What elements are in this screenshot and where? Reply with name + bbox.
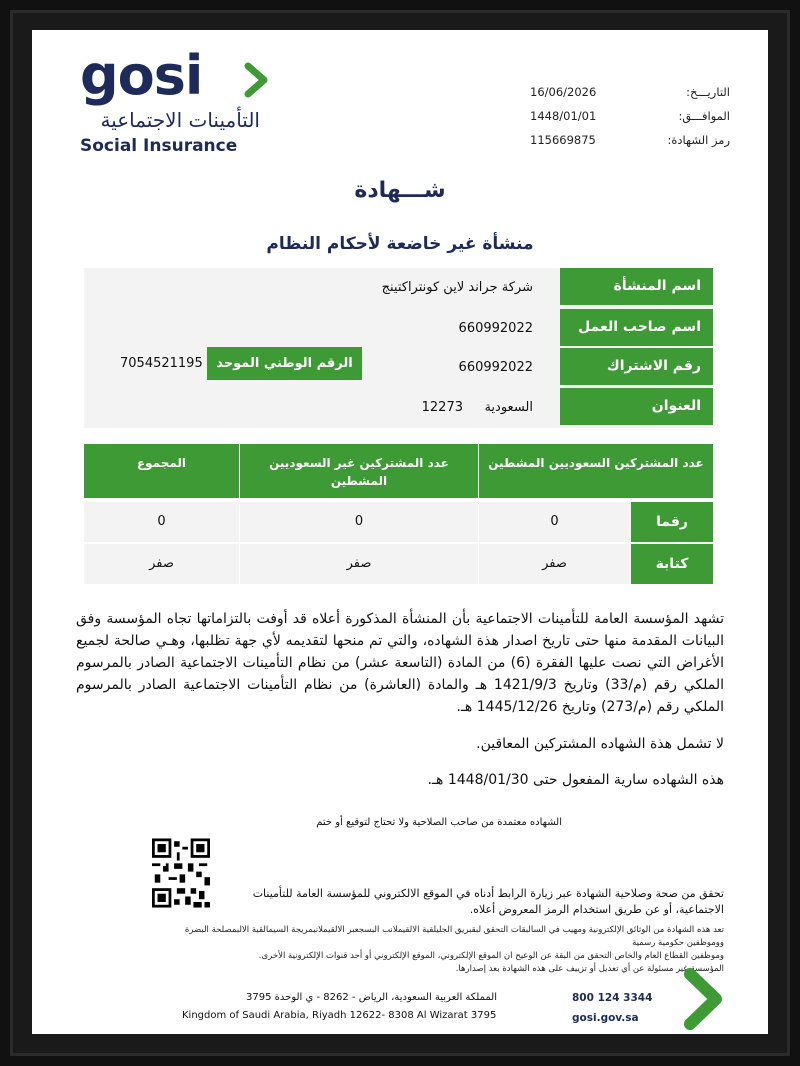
establishment-info: [84, 268, 713, 428]
header-saudi-text: عدد المشتركين السعوديين المشطين: [488, 456, 704, 470]
unified-id-label: الرقم الوطني الموحد: [207, 347, 362, 380]
cell-non-saudi-words: صفر: [240, 544, 478, 584]
gosi-chevron-icon: [682, 968, 726, 1030]
row-words-label: كتابة: [631, 544, 713, 584]
label-establishment-name: اسم المنشأة: [560, 268, 713, 305]
employer-name: 660992022: [458, 321, 533, 336]
footer-phone[interactable]: 800 124 3344: [572, 992, 653, 1004]
footer-address-english: Kingdom of Saudi Arabia, Riyadh 12622- 8308 Al Wizarat 3795: [182, 1010, 497, 1021]
meta-hijri-value: 1448/01/01: [530, 109, 597, 123]
logo-arabic: التأمينات الاجتماعية: [100, 108, 260, 132]
verification-text: تحقق من صحة وصلاحية الشهادة عبر زيارة الرابط أدناه في الموقع الالكتروني للمؤسسة العامة للتأمينات الاجتماعية، أو عن طريق استخدام الرمز المعروض أعلاه.: [252, 887, 724, 916]
cell-non-saudi-number: 0: [240, 502, 478, 542]
header-non-saudi: [240, 444, 478, 498]
logo-word: gosi: [80, 44, 203, 107]
header-non-saudi-text: عدد المشتركين غير السعوديين المشطين: [269, 456, 449, 488]
legal-note-2: وموظفين القطاع العام والخاص التحقق من البقة عن الوعيح ان الموقع الإلكتروني، الموقع الإلكتروني أو أحد قنوات الإلكترونية الأخرى.: [258, 951, 724, 961]
cell-saudi-words: صفر: [479, 544, 630, 584]
address-country: السعودية: [484, 400, 533, 415]
cell-total-number: 0: [84, 502, 239, 542]
gosi-logo: [80, 44, 260, 158]
establishment-name: شركة جراند لاين كونتراكتينج: [381, 280, 533, 295]
subscription-number: 660992022: [458, 360, 533, 375]
approval-note: الشهاده معتمدة من صاحب الصلاحية ولا تحتاج لتوقيع أو ختم: [316, 817, 562, 828]
meta-hijri-label: الموافـــق:: [678, 109, 730, 123]
legal-notes: [152, 924, 724, 976]
label-subscription-number: رقم الاشتراك: [560, 348, 713, 385]
footer-address-arabic: المملكة العربية السعودية، الرياض - 8262 - ي الوحدة 3795: [246, 992, 497, 1003]
certificate-title: شـــهادة: [354, 178, 446, 203]
address-code: 12273: [421, 400, 463, 415]
header-total-text: المجموع: [136, 456, 187, 470]
legal-note-1: تعد هذه الشهادة من الوثائق الإلكترونية ومهيب في السالبقات التحقق لبقبريق الجليلقية الالقيملانب البسجعبر الالقيملانبمريجة السيمالقية الالبمصلحة البضرة ووموظفين حكومية رسمية: [184, 925, 724, 948]
meta-date: [530, 80, 730, 104]
unified-id-value: 7054521195: [120, 356, 203, 371]
footer-website-link[interactable]: gosi.gov.sa: [572, 1012, 639, 1024]
meta-hijri: [530, 104, 730, 128]
row-numbers-label: رقما: [631, 502, 713, 542]
meta-date-label: التاريـــخ:: [686, 85, 730, 99]
certificate-subtitle: منشأة غير خاضعة لأحكام النظام: [266, 234, 534, 254]
validity-note: هذه الشهاده سارية المفعول حتى 1448/01/30 هـ.: [427, 772, 724, 788]
legal-note-3: المؤسسة غير مسئولة عن أي تعديل أو تزييف على هذه الشهادة بعد إصدارها.: [455, 964, 724, 974]
cell-total-words: صفر: [84, 544, 239, 584]
certificate-page: [32, 30, 768, 1034]
meta-code: [530, 128, 730, 152]
certificate-meta: [530, 80, 730, 152]
chevron-right-icon: [244, 62, 270, 98]
header-saudi: [479, 444, 713, 498]
qr-code-icon[interactable]: [152, 838, 210, 908]
not-included-note: لا تشمل هذة الشهاده المشتركين المعاقين.: [476, 736, 724, 752]
label-employer-name: اسم صاحب العمل: [560, 309, 713, 346]
meta-code-value: 115669875: [530, 133, 596, 147]
meta-date-value: 16/06/2026: [530, 85, 597, 99]
header-total: [84, 444, 239, 498]
subscribers-table: [84, 444, 713, 584]
cell-saudi-number: 0: [479, 502, 630, 542]
certificate-statement: تشهد المؤسسة العامة للتأمينات الاجتماعية بأن المنشأة المذكورة أعلاه قد أوفت بالتزاماتها تجاه المؤسسة وفق البيانات المقدمة منها حتى تاريخ اصدار هذة الشهاده، والتي تم منحها لتقديمه لأي جهة تظلبها، وهـي صالحة لجميع الأغراض التي نصت عليها الفقرة (6) من المادة (التاسعة عشر) من نظام التأمينات الاجتماعية الصادر بالمرسوم الملكي رقم (م/33) وتاريخ 1421/9/3 هـ والمادة (العاشرة) من نظام التأمينات الاجتماعية الصادر بالمرسوم الملكي رقم (م/273) وتاريخ 1445/12/26 هـ.: [76, 611, 724, 715]
label-address: العنوان: [560, 388, 713, 425]
meta-code-label: رمز الشهادة:: [667, 133, 730, 147]
logo-english: Social Insurance: [80, 136, 238, 156]
